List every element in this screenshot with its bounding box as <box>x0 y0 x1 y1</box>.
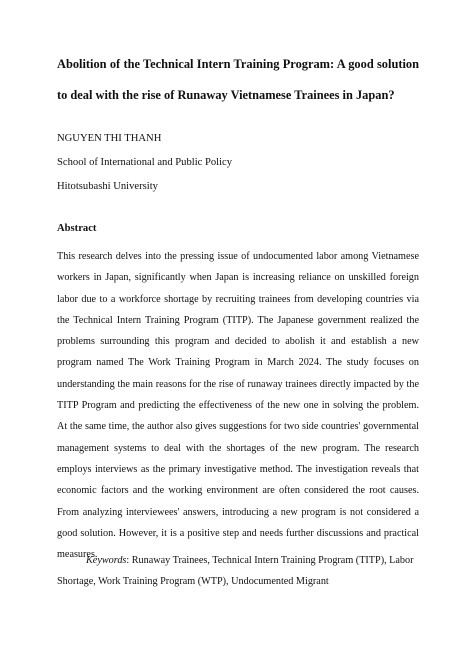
abstract-heading: Abstract <box>57 223 97 234</box>
author-name: NGUYEN THI THANH <box>57 133 162 144</box>
author-university: Hitotsubashi University <box>57 181 158 192</box>
abstract-body: This research delves into the pressing issue of undocumented labor among Vietnamese workers in Japan, significantly when Japan is increasing reliance on unskilled foreign labor due to a workforce shortage by recruiting trainees from developing countries via the Technical Intern Training Program (TITP). The Japanese government realized the problems surrounding this program and decided to abolish it and establish a new program named The Work Training Program in March 2024. The study focuses on understanding the main reasons for the rise of runaway trainees directly impacted by the TITP Program and predicting the effectiveness of the new one in solving the problem. At the same time, the author also gives suggestions for two side countries' governmental management systems to deal with the shortages of the new program. The research employs interviews as the primary investigative method. The investigation reveals that economic factors and the working environment are often considered the root causes. From analyzing interviewees' answers, introducing a new program is not considered a good solution. However, it is a positive step and needs further discussions and practical measures. <box>57 251 419 561</box>
keywords-label: Keywords <box>86 555 127 566</box>
paper-title-line-2: to deal with the rise of Runaway Vietnamese Trainees in Japan? <box>57 88 395 102</box>
keywords-paragraph <box>57 550 419 593</box>
paper-title-line-1: Abolition of the Technical Intern Training Program: A good solution <box>57 57 419 71</box>
keywords-text: Runaway Trainees, Technical Intern Training Program (TITP), Labor Shortage, Work Training Program (WTP), Undocumented Migrant <box>57 555 414 588</box>
keywords-separator: : <box>126 555 132 566</box>
author-school: School of International and Public Policy <box>57 157 233 168</box>
